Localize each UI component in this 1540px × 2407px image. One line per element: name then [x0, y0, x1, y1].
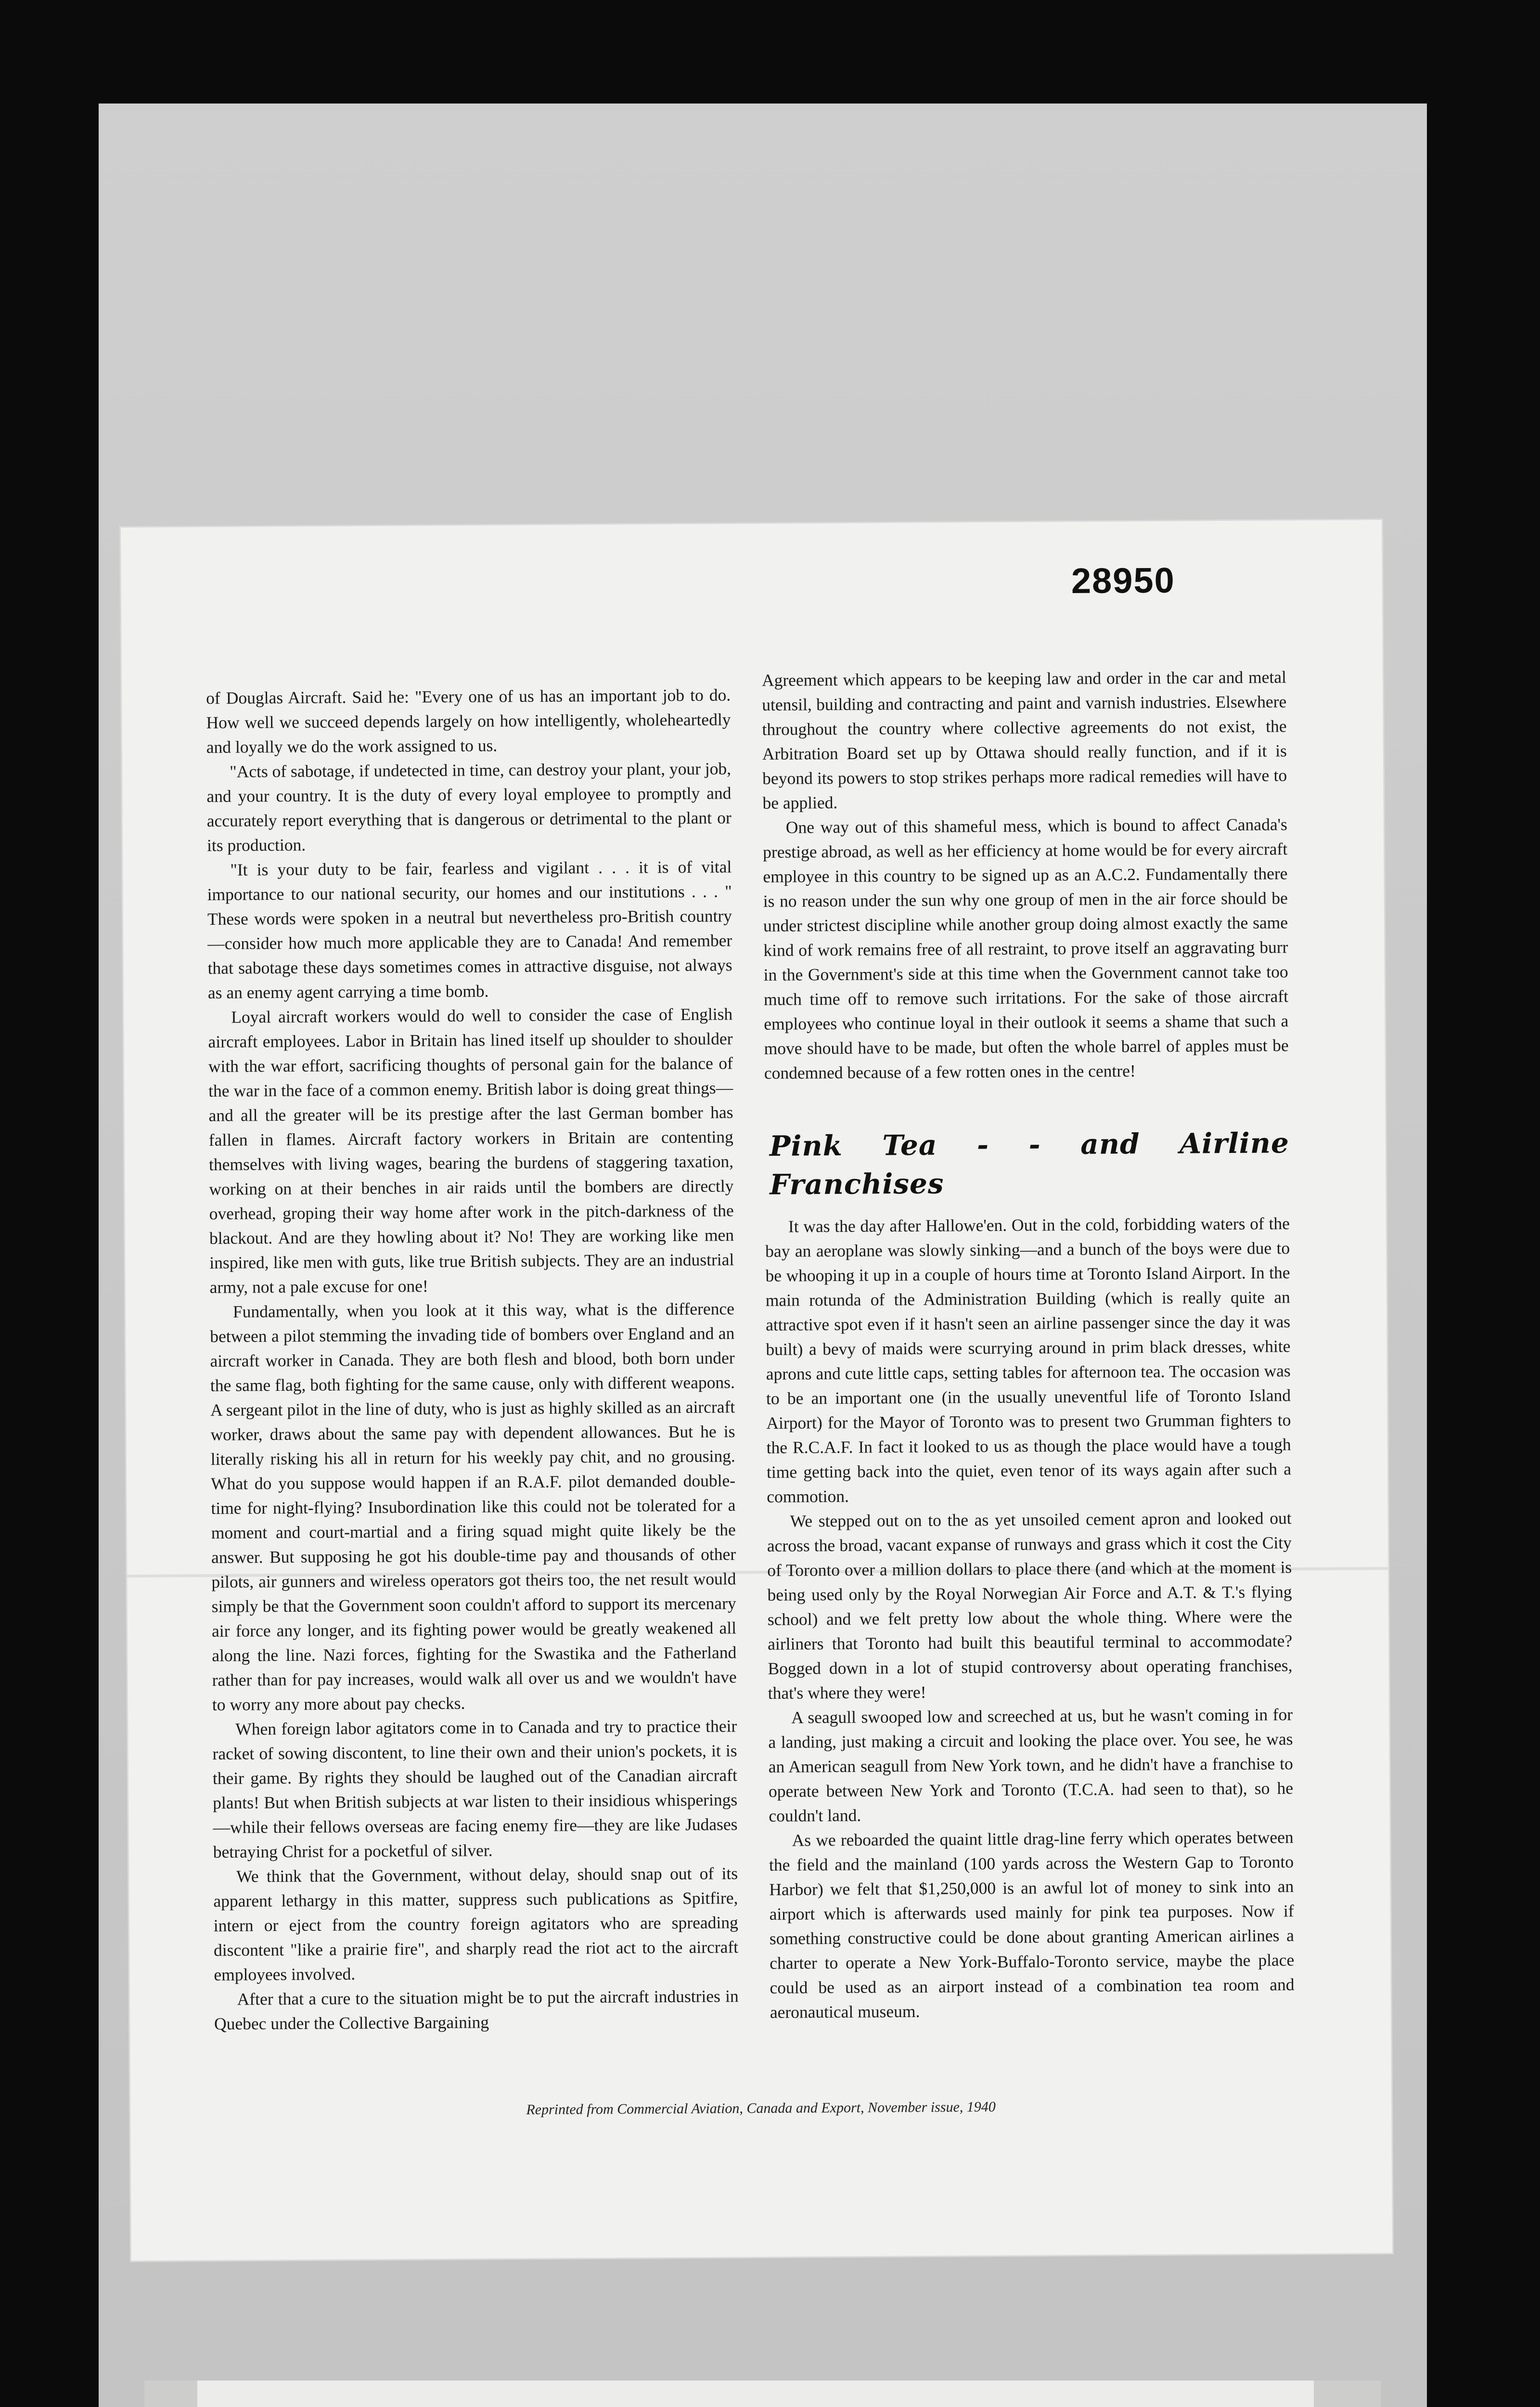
paragraph: One way out of this shameful mess, which is bound to affect Canada's prestige abroad, as well as her efficiency at home would be for every aircraft employee in this country to be signed up as an A.C.2. Fundamentally there is no reason under the sun why one group of men in the air force should be under strictest discipline while another group doing almost exactly the same kind of work remains free of all restraint, to prove itself an aggravating burr in the Government's side at this time when the Government cannot take too much time off to remove such irritations. For the sake of those aircraft employees who continue loyal in their outlook it seems a shame that such a move should have to be made, but often the whole barrel of apples must be condemned because of a few rotten ones in the centre! — [763, 815, 1289, 1083]
paragraph: A seagull swooped low and screeched at us, but he wasn't coming in for a landing, just making a circuit and looking the place over. You see, he was an American seagull from New York town, and he didn't have a franchise to operate between New York and Toronto (T.C.A. had seen to that), so he couldn't land. — [768, 1705, 1294, 1825]
paragraph: We stepped out on to the as yet unsoiled cement apron and looked out across the broad, vacant expanse of runways and grass which it cost the City of Toronto over a million dollars to place there (and which at the moment is being used only by the Royal Norwegian Air Force and A.T. & T.'s flying school) and we felt pretty low about the whole thing. Where were the airliners that Toronto had built this beautiful terminal to accommodate? Bogged down in a lot of stupid controversy about operating franchises, that's where they were! — [767, 1508, 1293, 1703]
archive-label — [144, 2381, 1381, 2407]
paragraph: As we reboarded the quaint little drag-line ferry which operates between the field and the mainland (100 yards across the Western Gap to Toronto Harbor) we felt that $1,250,000 is an awful lot of money to sink into an airport which is afterwards used mainly for pink tea purposes. Now if something constructive could be done about granting American airlines a charter to operate a New York-Buffalo-Toronto service, maybe the place could be used as an airport instead of a combination tea room and aeronautical museum. — [769, 1827, 1295, 2022]
paragraph: "Acts of sabotage, if undetected in time, can destroy your plant, your job, and your country. It is the duty of every loyal employee to promptly and accurately report everything that is dangerous or detrimental to the plant or its production. — [206, 759, 732, 855]
paragraph: "It is your duty to be fair, fearless and vigilant . . . it is of vital importance to our national security, our homes and our institutions . . . " These words were spoken in a neutral but nevertheless pro-British country—consider how much more applicable they are to Canada! And remember that sabotage these days sometimes comes in attractive disguise, not always as an enemy agent carrying a time bomb. — [207, 857, 732, 1002]
paragraph: After that a cure to the situation might be to put the aircraft industries in Quebec under the Collective Bargaining — [214, 1986, 739, 2033]
paragraph: It was the day after Hallowe'en. Out in the cold, forbidding waters of the bay an aeroplane was slowly sinking—and a bunch of the boys were due to be whooping it up in a couple of hours time at Toronto Island Airport. In the main rotunda of the Administration Building (which is really quite an attractive spot even if it hasn't seen an airline passenger since the day it was built) a bevy of maids were scurrying around in prim black dresses, white aprons and cute little caps, setting tables for afternoon tea. The occasion was to be an important one (in the usually uneventful life of Toronto Island Airport) for the Mayor of Toronto was to present two Grumman fighters to the R.C.A.F. In fact it looked to us as though the place would have a tough time getting back into the quiet, even tenor of its ways again after such a commotion. — [765, 1214, 1292, 1506]
paragraph: We think that the Government, without delay, should snap out of its apparent lethargy in this matter, suppress such publications as Spitfire, intern or eject from the country foreign agitators who are spreading discontent "like a prairie fire", and sharply read the riot act to the aircraft employees involved. — [213, 1863, 739, 1984]
paragraph: Agreement which appears to be keeping law and order in the car and metal utensil, building and contracting and paint and varnish industries. Elsewhere throughout the country where collective agreements do not exist, the Arbitration Board set up by Ottawa should really function, and if it is beyond its powers to stop strikes perhaps more radical remedies will have to be applied. — [761, 667, 1287, 813]
paragraph: When foreign labor agitators come in to Canada and try to practice their racket of sowing discontent, to line their own and their union's pockets, it is their game. By rights they should be laughed out of the Canadian aircraft plants! But when British subjects at war listen to their insidious whisperings—while their fellows overseas are facing enemy fire—they are like Judases betraying Christ for a pocketful of silver. — [212, 1716, 738, 1862]
right-column — [762, 665, 1295, 2025]
paragraph: of Douglas Aircraft. Said he: "Every one of us has an important job to do. How well we succeed depends largely on how intelligently, wholeheartedly and loyally we do the work assigned to us. — [206, 685, 731, 757]
tape-mark — [1314, 2381, 1381, 2407]
left-column — [206, 683, 739, 2036]
section-heading: Pink Tea - - and Airline Franchises — [769, 1126, 1290, 1201]
paragraph: Fundamentally, when you look at it this way, what is the difference between a pilot stemming the invading tide of bombers over England and an aircraft worker in Canada. They are both flesh and blood, both born under the same flag, both fighting for the same cause, only with different weapons. A sergeant pilot in the line of duty, who is just as highly skilled as an aircraft worker, draws about the same pay with dependent allowances. But he is literally risking his all in return for his weekly pay chit, and no grousing. What do you suppose would happen if an R.A.F. pilot demanded double-time for night-flying? Insubordination like this could not be tolerated for a moment and court-martial and a firing squad might quite likely be the answer. But supposing he got his double-time pay and thousands of other pilots, air gunners and wireless operators got theirs too, the net result would simply be that the Government soon couldn't afford to support its mercenary air force any longer, and its fighting power would be greatly weakened all along the line. Nazi forces, fighting for the Swastika and the Fatherland rather than for pay increases, would walk all over us and we wouldn't have to worry any more about pay checks. — [210, 1299, 737, 1714]
tape-mark — [144, 2381, 197, 2407]
paragraph: Loyal aircraft workers would do well to consider the case of English aircraft employees. Labor in Britain has lined itself up shoulder to shoulder with the war effort, sacrificing thoughts of personal gain for the balance of the war in the face of a common enemy. British labor is doing great things—and all the greater will be its prestige after the last German bomber has fallen in flames. Aircraft factory workers in Britain are contenting themselves with living wages, bearing the burdens of staggering taxation, working on at their benches in air raids until the bombers are directly overhead, groping their way home after work in the pitch-darkness of the blackout. And are they howling about it? No! They are working like men inspired, like men with guts, like true British subjects. They are an industrial army, not a pale excuse for one! — [208, 1004, 734, 1297]
reprint-credit: Reprinted from Commercial Aviation, Canada and Export, November issue, 1940 — [526, 2098, 996, 2118]
page-number: 28950 — [1071, 560, 1175, 601]
document-page — [121, 520, 1392, 2261]
